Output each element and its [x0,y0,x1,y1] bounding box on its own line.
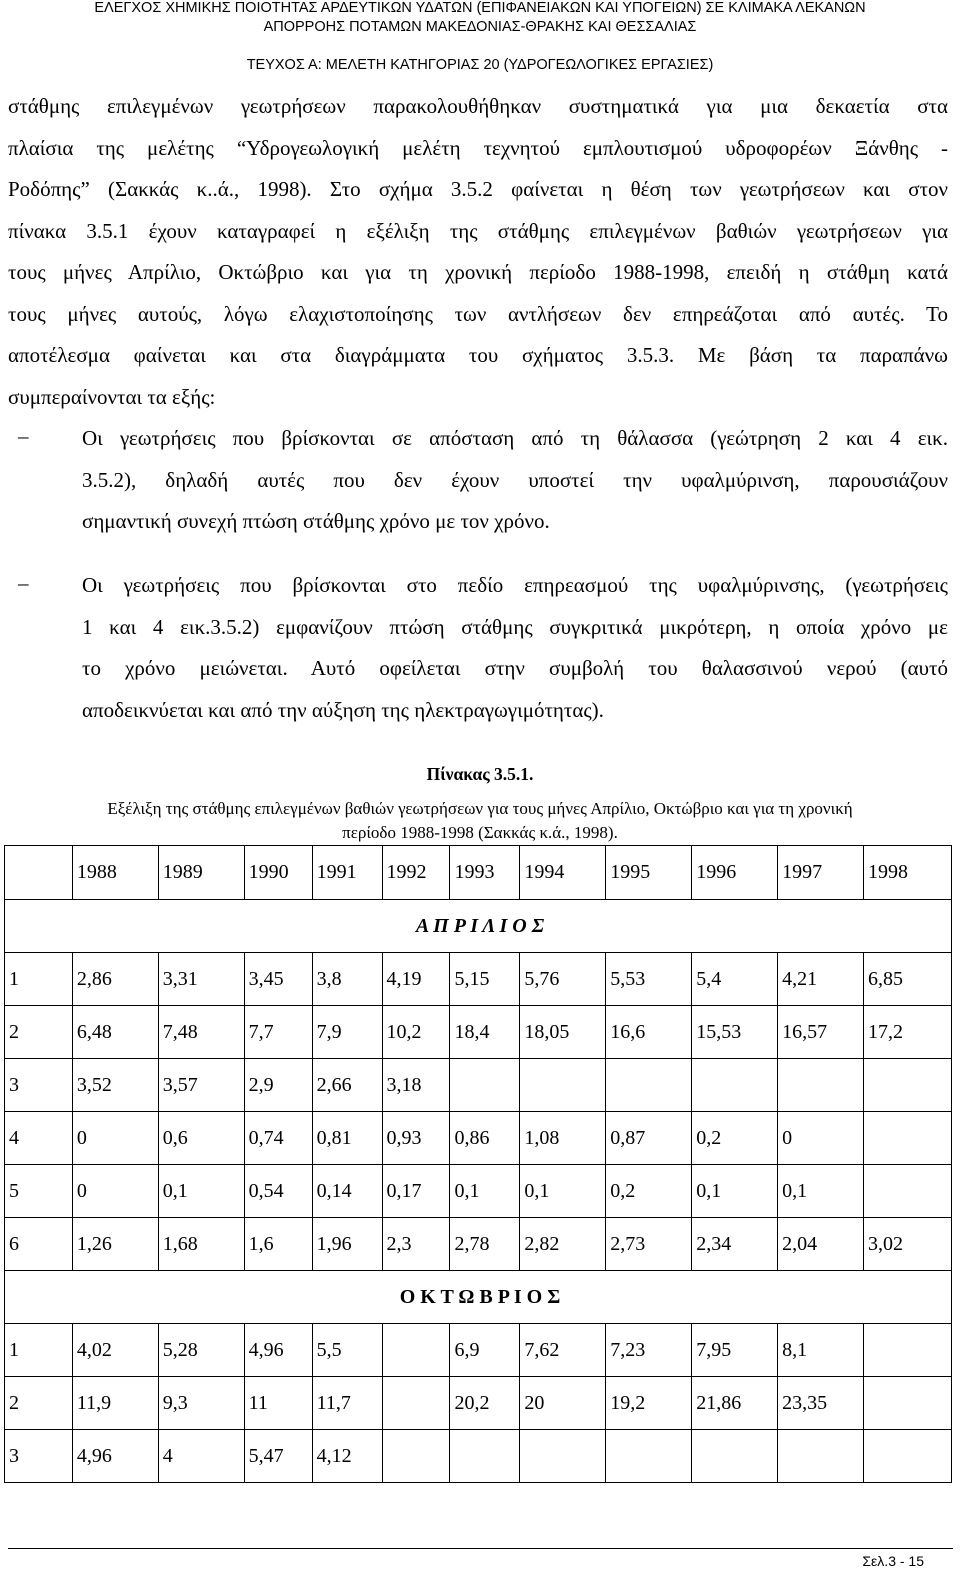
table-cell: 6,85 [864,953,952,1006]
paragraph-line: τους μήνες αυτούς, λόγω ελαχιστοποίησης των αντλήσεων δεν επηρεάζοται από αυτές. Το [8,301,948,326]
year-header-cell: 1988 [72,846,158,900]
well-id-cell: 2 [5,1006,73,1059]
table-cell: 20 [520,1377,606,1430]
table-cell: 7,9 [312,1006,382,1059]
table-cell: 2,82 [520,1218,606,1271]
table-cell: 16,6 [606,1006,692,1059]
table-cell [778,1430,864,1483]
page-number: Σελ.3 - 15 [862,1553,924,1569]
table-cell: 4,21 [778,953,864,1006]
year-header-cell: 1989 [158,846,244,900]
table-cell: 0,54 [244,1165,312,1218]
well-id-cell: 1 [5,953,73,1006]
table-cell: 23,35 [778,1377,864,1430]
table-cell: 3,8 [312,953,382,1006]
table-cell: 5,4 [692,953,778,1006]
table-cell: 4,02 [72,1324,158,1377]
table-cell: 3,18 [382,1059,450,1112]
table-cell: 21,86 [692,1377,778,1430]
caption-line: Εξέλιξη της στάθμης επιλεγμένων βαθιών γεωτρήσεων για τους μήνες Απρίλιο, Οκτώβριο και για τη χρονική [107,799,853,818]
table-cell: 11 [244,1377,312,1430]
table-cell: 6,48 [72,1006,158,1059]
table-cell: 7,7 [244,1006,312,1059]
table-cell: 3,02 [864,1218,952,1271]
table-cell: 0,1 [158,1165,244,1218]
table-cell: 5,76 [520,953,606,1006]
table-cell: 6,9 [450,1324,520,1377]
paragraph-line: πίνακα 3.5.1 έχουν καταγραφεί η εξέλιξη της στάθμης επιλεγμένων βαθιών γεωτρήσεων για [8,218,948,243]
year-header-cell: 1994 [520,846,606,900]
table-cell [692,1430,778,1483]
paragraph-line: συμπεραίνονται τα εξής: [8,384,216,409]
bullet-line: 1 και 4 εικ.3.5.2) εμφανίζουν πτώση στάθμης συγκριτικά μικρότερη, η οποία χρόνο με [82,614,948,639]
table-cell [382,1324,450,1377]
year-header-row [5,846,952,900]
bullet-item [82,418,948,543]
table-cell: 3,57 [158,1059,244,1112]
table-cell [864,1377,952,1430]
table-cell: 1,68 [158,1218,244,1271]
table-caption-title: Πίνακας 3.5.1. [426,764,534,784]
table-row [5,953,952,1006]
table-row [5,1377,952,1430]
well-id-cell: 3 [5,1430,73,1483]
table-cell [520,1059,606,1112]
table-cell: 11,9 [72,1377,158,1430]
table-cell: 0,1 [692,1165,778,1218]
table-cell: 5,47 [244,1430,312,1483]
table-cell: 7,95 [692,1324,778,1377]
table-cell: 5,28 [158,1324,244,1377]
table-cell: 19,2 [606,1377,692,1430]
caption-line: περίοδο 1988-1998 (Σακκάς κ.ά., 1998). [342,823,618,842]
table-cell: 3,52 [72,1059,158,1112]
bullet-line: Οι γεωτρήσεις που βρίσκονται στο πεδίο επηρεασμού της υφαλμύρινσης, (γεωτρήσεις [82,573,948,597]
well-id-cell: 1 [5,1324,73,1377]
table-cell: 1,26 [72,1218,158,1271]
well-id-cell: 2 [5,1377,73,1430]
table-row [5,1218,952,1271]
year-header-cell: 1998 [864,846,952,900]
year-header-cell: 1991 [312,846,382,900]
table-row [5,1006,952,1059]
year-header-cell: 1992 [382,846,450,900]
table-cell [692,1059,778,1112]
water-level-table [4,845,952,1483]
table-cell: 0,14 [312,1165,382,1218]
table-cell: 8,1 [778,1324,864,1377]
paragraph-line: τους μήνες Απρίλιο, Οκτώβριο και για τη χρονική περίοδο 1988-1998, επειδή η στάθμη κατά [8,260,948,284]
table-cell: 0,2 [692,1112,778,1165]
section-row [5,900,952,953]
table-cell: 11,7 [312,1377,382,1430]
year-header-cell: 1990 [244,846,312,900]
table-cell: 2,34 [692,1218,778,1271]
table-cell: 5,5 [312,1324,382,1377]
table-cell [382,1377,450,1430]
table-cell: 0,93 [382,1112,450,1165]
section-row [5,1271,952,1324]
table-row [5,1112,952,1165]
table-row [5,1165,952,1218]
table-cell: 4,96 [72,1430,158,1483]
table-cell: 4,19 [382,953,450,1006]
bullet-line: το χρόνο μειώνεται. Αυτό οφείλεται στην συμβολή του θαλασσινού νερού (αυτό [82,656,948,680]
table-cell: 7,48 [158,1006,244,1059]
bullet-item [82,565,948,731]
year-header-cell: 1997 [778,846,864,900]
table-cell [606,1059,692,1112]
table-cell [778,1059,864,1112]
table-cell: 2,9 [244,1059,312,1112]
table-cell: 5,15 [450,953,520,1006]
table-cell: 20,2 [450,1377,520,1430]
paragraph-line: πλαίσια της μελέτης “Υδρογεωλογική μελέτη τεχνητού εμπλουτισμού υδροφορέων Ξάνθης - [8,135,948,160]
body-paragraph [8,86,948,418]
section-label: Ο Κ Τ Ω Β Ρ Ι Ο Σ [5,1271,952,1324]
well-id-cell: 5 [5,1165,73,1218]
table-cell: 1,96 [312,1218,382,1271]
table-cell: 0,1 [778,1165,864,1218]
well-id-cell: 6 [5,1218,73,1271]
bullet-line: αποδεικνύεται και από την αύξηση της ηλεκτραγωγιμότητας). [82,697,604,722]
table-cell: 0,6 [158,1112,244,1165]
bullet-line: Οι γεωτρήσεις που βρίσκονται σε απόσταση από τη θάλασσα (γεώτρηση 2 και 4 εικ. [82,426,948,450]
bullet-dash: – [18,571,29,595]
table-caption-description [0,797,960,845]
table-cell [5,846,73,900]
table-cell: 1,08 [520,1112,606,1165]
header-subtitle: ΤΕΥΧΟΣ Α: ΜΕΛΕΤΗ ΚΑΤΗΓΟΡΙΑΣ 20 (ΥΔΡΟΓΕΩΛΟΓΙΚΕΣ ΕΡΓΑΣΙΕΣ) [246,57,714,73]
well-id-cell: 4 [5,1112,73,1165]
table-cell [864,1430,952,1483]
table-cell: 3,45 [244,953,312,1006]
table-cell [450,1059,520,1112]
table-cell: 4 [158,1430,244,1483]
table-cell: 0,81 [312,1112,382,1165]
table-cell: 16,57 [778,1006,864,1059]
table-cell [520,1430,606,1483]
table-cell: 0 [72,1165,158,1218]
footer-divider [8,1548,953,1549]
bullet-line: 3.5.2), δηλαδή αυτές που δεν έχουν υποστεί την υφαλμύρινση, παρουσιάζουν [82,467,948,492]
table-cell [864,1165,952,1218]
table-cell: 5,53 [606,953,692,1006]
table-cell [450,1430,520,1483]
table-cell: 0,1 [450,1165,520,1218]
table-cell: 0,86 [450,1112,520,1165]
table-row [5,1430,952,1483]
bullet-dash: – [18,424,29,448]
table-cell: 0,74 [244,1112,312,1165]
table-cell: 15,53 [692,1006,778,1059]
paragraph-line: στάθμης επιλεγμένων γεωτρήσεων παρακολουθήθηκαν συστηματικά για μια δεκαετία στα [8,94,948,118]
table-cell: 2,78 [450,1218,520,1271]
table-cell [864,1324,952,1377]
table-cell: 7,62 [520,1324,606,1377]
table-cell: 0 [72,1112,158,1165]
table-cell: 0,87 [606,1112,692,1165]
year-header-cell: 1995 [606,846,692,900]
table-cell [864,1059,952,1112]
table-cell [864,1112,952,1165]
table-cell: 18,4 [450,1006,520,1059]
table-row [5,1059,952,1112]
table-cell: 3,31 [158,953,244,1006]
table-cell: 2,66 [312,1059,382,1112]
table-cell: 10,2 [382,1006,450,1059]
table-cell: 2,86 [72,953,158,1006]
header-title-line2: ΑΠΟΡΡΟΗΣ ΠΟΤΑΜΩΝ ΜΑΚΕΔΟΝΙΑΣ-ΘΡΑΚΗΣ ΚΑΙ ΘΕΣΣΑΛΙΑΣ [263,19,697,35]
table-cell: 9,3 [158,1377,244,1430]
table-cell: 17,2 [864,1006,952,1059]
table-cell: 0,17 [382,1165,450,1218]
paragraph-line: Ροδόπης” (Σακκάς κ..ά., 1998). Στο σχήμα 3.5.2 φαίνεται η θέση των γεωτρήσεων και στον [8,177,948,201]
table-row [5,1324,952,1377]
table-cell: 4,96 [244,1324,312,1377]
table-cell [606,1430,692,1483]
section-label: Α Π Ρ Ι Λ Ι Ο Σ [5,900,952,953]
table-cell: 2,73 [606,1218,692,1271]
header-title-line1: ΕΛΕΓΧΟΣ ΧΗΜΙΚΗΣ ΠΟΙΟΤΗΤΑΣ ΑΡΔΕΥΤΙΚΩΝ ΥΔΑΤΩΝ (ΕΠΙΦΑΝΕΙΑΚΩΝ ΚΑΙ ΥΠΟΓΕΙΩΝ) ΣΕ ΚΛΙΜΑΚΑ ΛΕΚΑΝΩΝ [94,0,866,16]
year-header-cell: 1993 [450,846,520,900]
table-cell: 18,05 [520,1006,606,1059]
table-cell: 1,6 [244,1218,312,1271]
year-header-cell: 1996 [692,846,778,900]
paragraph-line: αποτέλεσμα φαίνεται και στα διαγράμματα του σχήματος 3.5.3. Με βάση τα παραπάνω [8,343,948,367]
table-cell: 7,23 [606,1324,692,1377]
well-id-cell: 3 [5,1059,73,1112]
table-cell: 2,04 [778,1218,864,1271]
bullet-line: σημαντική συνεχή πτώση στάθμης χρόνο με τον χρόνο. [82,509,550,533]
table-cell [382,1430,450,1483]
table-cell: 0 [778,1112,864,1165]
table-cell: 2,3 [382,1218,450,1271]
table-cell: 0,2 [606,1165,692,1218]
table-cell: 0,1 [520,1165,606,1218]
table-cell: 4,12 [312,1430,382,1483]
